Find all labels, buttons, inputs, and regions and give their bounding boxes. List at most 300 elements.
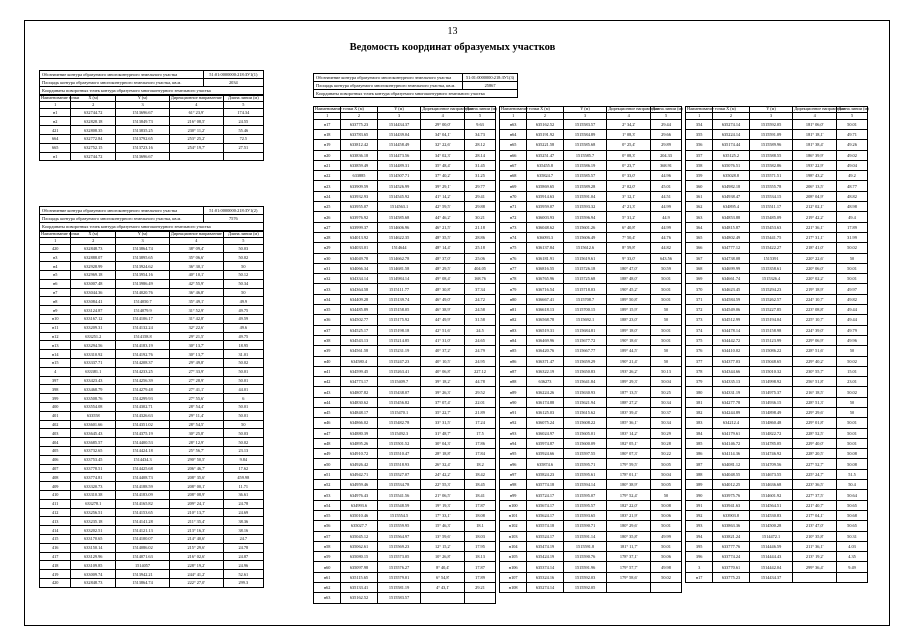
point-x: 636048.62 xyxy=(527,222,563,232)
table-row xyxy=(314,294,496,304)
point-x: 634377.03 xyxy=(713,356,749,366)
point-x: 634512.99 xyxy=(713,315,749,325)
table-row xyxy=(500,129,682,139)
length: 28.12 xyxy=(465,140,496,150)
table-row xyxy=(500,552,682,562)
point-y: 1515534.78 xyxy=(377,480,421,490)
column-number: 5 xyxy=(223,101,263,108)
length: 50.01 xyxy=(651,325,682,335)
point-x: 634335.13 xyxy=(713,377,749,387)
direction: 223° 08,8' xyxy=(793,305,837,315)
point-name: н41 xyxy=(314,366,341,376)
table-row xyxy=(314,140,496,150)
point-name: 370 xyxy=(686,284,713,294)
point-x: 634244.89 xyxy=(713,408,749,418)
direction: 7° 50,4' xyxy=(607,232,651,242)
table-row xyxy=(314,366,496,376)
point-name: 374 xyxy=(686,325,713,335)
table-row xyxy=(40,279,264,288)
direction: 37° 40,2' xyxy=(421,171,465,181)
length: 24.65 xyxy=(465,335,496,345)
column-number: 5 xyxy=(465,112,496,119)
point-x: 634331.19 xyxy=(713,387,749,397)
column-header: Наименование точки xyxy=(687,106,726,112)
point-y: 1514785.05 xyxy=(749,438,793,448)
point-y: 1514192.76 xyxy=(116,350,170,359)
direction: 39° 26,3' xyxy=(421,387,465,397)
table-row xyxy=(686,171,868,181)
column-header: Дирекционное направление xyxy=(608,106,660,112)
length: 168.76 xyxy=(465,274,496,284)
point-name: 406 xyxy=(40,455,71,464)
point-x: 633109.85 xyxy=(71,561,116,570)
table-row xyxy=(40,578,264,587)
point-y: 1514489.31 xyxy=(377,160,421,170)
point-x: 632848.73 xyxy=(71,244,116,253)
point-x: 634146.72 xyxy=(713,438,749,448)
direction: 189° 29,3' xyxy=(607,377,651,387)
table-row xyxy=(40,438,264,447)
point-y: 1515581.19 xyxy=(377,583,421,593)
point-y: 1514400.53 xyxy=(116,438,170,447)
length: 50.31 xyxy=(837,531,868,541)
table-row xyxy=(40,288,264,297)
direction: 34° 02,3' xyxy=(421,150,465,160)
point-x: 635324.16 xyxy=(527,572,563,582)
length: 48.77 xyxy=(837,181,868,191)
point-y: 1513864.74 xyxy=(116,578,170,587)
point-y: 1515247.23 xyxy=(377,356,421,366)
point-y: 1514975.37 xyxy=(749,387,793,397)
length: 36.61 xyxy=(223,491,263,500)
direction: 35° 06,6' xyxy=(169,253,223,262)
table-row xyxy=(686,562,868,572)
table-row xyxy=(686,500,868,510)
point-y: 1515453.63 xyxy=(749,222,793,232)
point-y: 1514165.82 xyxy=(116,499,170,508)
column-number: 3 xyxy=(116,237,170,244)
length: 49.02 xyxy=(837,150,868,160)
point-x: 633645.43 xyxy=(71,429,116,438)
length: 49.6 xyxy=(223,323,263,332)
point-y: 1514472.1 xyxy=(749,531,793,541)
length: 50.05 xyxy=(651,459,682,469)
point-name: 410 xyxy=(40,491,71,500)
coords-label: Координаты поворотных точек контура образуемого многоконтурного земельного участка xyxy=(314,90,518,98)
table-row xyxy=(314,449,496,459)
direction: 36° 30,1' xyxy=(169,262,223,271)
table-row xyxy=(686,397,868,407)
designation-label: Обозначение контура образуемого многоконтурного земельного участка xyxy=(40,71,204,79)
direction: 12° 15,2' xyxy=(421,541,465,551)
point-x: 635624.17 xyxy=(527,510,563,520)
table-row xyxy=(40,491,264,500)
direction: 42° 55,9' xyxy=(169,279,223,288)
coordinate-table xyxy=(39,231,264,588)
point-name: 420 xyxy=(40,244,71,253)
direction: 4° 43,1' xyxy=(421,583,465,593)
direction: 221° 40,7' xyxy=(793,500,837,510)
table-row xyxy=(686,552,868,562)
length: 50.04 xyxy=(651,377,682,387)
area-label: Площадь контура образуемого многоконтурного земельного участка, кв.м. xyxy=(314,82,463,90)
point-y: 1514188.59 xyxy=(116,482,170,491)
direction: 223° 36,5' xyxy=(793,480,837,490)
page-number: 13 xyxy=(447,26,458,37)
length: 44.76 xyxy=(651,232,682,242)
length: 11.71 xyxy=(223,482,263,491)
point-name: 399 xyxy=(40,394,71,403)
direction: 189° 50,8' xyxy=(607,294,651,304)
direction: 3° 12,1' xyxy=(607,191,651,201)
length: 50.01 xyxy=(837,428,868,438)
point-x: 633007.48 xyxy=(71,279,116,288)
point-x: 635221.58 xyxy=(527,140,563,150)
point-x: 633685.57 xyxy=(71,438,116,447)
point-y: 1513696.67 xyxy=(116,152,170,161)
point-name: н32 xyxy=(314,274,341,284)
column-number: 2 xyxy=(71,101,116,108)
point-y: 1515262.57 xyxy=(749,294,793,304)
point-y: 1514530.83 xyxy=(749,510,793,520)
point-y: 1514606.96 xyxy=(377,222,421,232)
length: 17.89 xyxy=(837,222,868,232)
direction: 180° 38,9' xyxy=(607,480,651,490)
point-y: 1514425.68 xyxy=(116,464,170,473)
point-name: н28 xyxy=(314,232,341,242)
point-x: 633770.61 xyxy=(713,562,749,572)
point-name: н25 xyxy=(314,202,341,212)
direction: 183° 21,9' xyxy=(607,510,651,520)
direction: 48° 30,8' xyxy=(421,284,465,294)
point-x: 633009.74 xyxy=(71,570,116,579)
point-y: 1514681.58 xyxy=(377,263,421,273)
point-y: 1515511.17 xyxy=(749,202,793,212)
point-name: н88 xyxy=(500,377,527,387)
point-x: 634561.58 xyxy=(341,346,377,356)
table-row xyxy=(686,232,868,242)
point-x: 633381.1 xyxy=(71,367,116,376)
point-x: 633167.12 xyxy=(71,315,116,324)
length: 18.08 xyxy=(465,510,496,520)
table-row xyxy=(686,449,868,459)
column-number: 3 xyxy=(116,101,170,108)
length: 18.1 xyxy=(465,521,496,531)
point-name: н48 xyxy=(314,438,341,448)
point-x: 634848.17 xyxy=(341,408,377,418)
point-x: 635455.8 xyxy=(527,160,563,170)
column-header: X (м) xyxy=(713,107,749,113)
direction: 229° 01,8' xyxy=(793,418,837,428)
direction: 26° 32,4' xyxy=(421,459,465,469)
contour-3-header xyxy=(313,73,518,98)
point-name: 384 xyxy=(686,428,713,438)
point-name: 396 xyxy=(686,552,713,562)
point-y: 1515158.98 xyxy=(749,325,793,335)
length: 31.25 xyxy=(465,171,496,181)
point-name: 356 xyxy=(686,140,713,150)
length: 34.73 xyxy=(465,129,496,139)
column-number: 2 xyxy=(71,237,116,244)
designation-value: 51:01:0000000:218:ЗУ1(1) xyxy=(203,71,263,79)
point-y: 1515358.61 xyxy=(749,263,793,273)
length: 44.78 xyxy=(465,377,496,387)
length: 24.69 xyxy=(223,508,263,517)
length: 24.7 xyxy=(223,534,263,543)
column-header: Дирекционное направление xyxy=(422,106,474,112)
length: 50.01 xyxy=(837,263,868,273)
length: 48.82 xyxy=(837,191,868,201)
point-name: н5 xyxy=(40,271,71,280)
direction: 46° 49,0' xyxy=(421,294,465,304)
point-x: 635125.2 xyxy=(713,150,749,160)
point-y: 1515422.27 xyxy=(749,243,793,253)
point-x: 635162.52 xyxy=(527,119,563,129)
point-y: 1515559.95 xyxy=(377,521,421,531)
point-name: н84 xyxy=(500,335,527,345)
table-row xyxy=(500,140,682,150)
table-row xyxy=(40,323,264,332)
point-y: 1513954.16 xyxy=(116,271,170,280)
point-name: н17 xyxy=(686,572,713,582)
direction: 40° 10,5' xyxy=(421,356,465,366)
point-y: 1515158.05 xyxy=(377,305,421,315)
point-name: н2 xyxy=(40,117,71,126)
point-name: 362 xyxy=(686,202,713,212)
table-row xyxy=(40,403,264,412)
point-name: н108 xyxy=(500,583,527,593)
point-name: н19 xyxy=(314,140,341,150)
point-x: 633150.14 xyxy=(71,543,116,552)
point-name: н26 xyxy=(314,212,341,222)
point-x: 634910.72 xyxy=(341,449,377,459)
direction: 31° 52,9' xyxy=(169,306,223,315)
length: 24.95 xyxy=(465,356,496,366)
point-x: 636174.88 xyxy=(527,397,563,407)
column-header: Длина линии (м) xyxy=(652,106,683,112)
length: 17.86 xyxy=(465,438,496,448)
point-x: 633278.1 xyxy=(71,499,116,508)
point-y: 1514132.24 xyxy=(116,323,170,332)
point-name: н76 xyxy=(500,253,527,263)
point-name: н73 xyxy=(500,222,527,232)
table-row xyxy=(686,140,868,150)
column-number: 2 xyxy=(713,112,749,119)
direction: 31° 42,8' xyxy=(169,315,223,324)
table-row xyxy=(314,521,496,531)
point-y: 1515615.62 xyxy=(563,408,607,418)
point-y: 1514299.93 xyxy=(116,394,170,403)
point-y: 1515534.15 xyxy=(749,191,793,201)
direction: 218° 41,0' xyxy=(793,243,837,253)
length: 50.01 xyxy=(651,335,682,345)
point-y: 1515593.32 xyxy=(563,202,607,212)
length: 18.13 xyxy=(465,552,496,562)
point-x: 634409.28 xyxy=(341,294,377,304)
contour-header xyxy=(313,73,518,98)
length: 50.29 xyxy=(651,428,682,438)
point-y: 1515326.4 xyxy=(749,274,793,284)
point-y: 1515579.01 xyxy=(377,572,421,582)
direction: 210° 35,8' xyxy=(793,531,837,541)
direction: 28° 12,9' xyxy=(169,438,223,447)
point-y: 1515677.72 xyxy=(563,335,607,345)
point-x: 634033.01 xyxy=(341,243,377,253)
table-row xyxy=(314,274,496,284)
direction: 228° 51,3' xyxy=(793,397,837,407)
point-name: 383 xyxy=(686,418,713,428)
point-x: 634212.4 xyxy=(713,418,749,428)
point-y: 1515198.18 xyxy=(377,325,421,335)
area-value: 25867 xyxy=(463,82,518,90)
length: 50.34 xyxy=(651,397,682,407)
point-y: 1515589.96 xyxy=(749,140,793,150)
table-row xyxy=(500,212,682,222)
point-x: 634866.02 xyxy=(341,418,377,428)
column-number: 1 xyxy=(686,112,713,119)
table-row xyxy=(314,593,496,603)
table-row xyxy=(314,469,496,479)
point-name: 359 xyxy=(686,171,713,181)
point-x: 634942.71 xyxy=(341,469,377,479)
point-x: 634777.12 xyxy=(713,243,749,253)
column-header: Y (м) xyxy=(377,107,421,113)
coordinate-table xyxy=(313,106,496,603)
point-x: 633836.18 xyxy=(341,150,377,160)
coordinate-table xyxy=(39,95,264,161)
direction: 180° 47,0' xyxy=(607,263,651,273)
table-row xyxy=(500,438,682,448)
point-name: н12 xyxy=(40,332,71,341)
direction: 179° 52,4' xyxy=(607,490,651,500)
point-name: н103 xyxy=(500,531,527,541)
direction: 211° 35,4' xyxy=(169,517,223,526)
table-row xyxy=(500,263,682,273)
point-y: 1515595.07 xyxy=(563,490,607,500)
point-y: 1515111.77 xyxy=(377,284,421,294)
table-row xyxy=(40,552,264,561)
point-y: 1515591.96 xyxy=(563,562,607,572)
table-row xyxy=(314,490,496,500)
point-name: н58 xyxy=(314,541,341,551)
point-x: 633202.51 xyxy=(71,526,116,535)
table-row xyxy=(40,253,264,262)
direction: 190° 18,6' xyxy=(607,335,651,345)
length: 50.34 xyxy=(651,418,682,428)
point-x: 636137.84 xyxy=(527,243,563,253)
point-y: 1514564.51 xyxy=(749,500,793,510)
point-y: 1515501.52 xyxy=(377,438,421,448)
direction: 181° 38,4' xyxy=(793,140,837,150)
length: 49.04 xyxy=(837,160,868,170)
point-y: 1515583.57 xyxy=(563,119,607,129)
point-y: 1515596.94 xyxy=(563,212,607,222)
point-y: 1515650.83 xyxy=(563,366,607,376)
point-y: 1515231.19 xyxy=(377,346,421,356)
point-x: 635869.65 xyxy=(527,181,563,191)
point-y: 1514500.28 xyxy=(749,521,793,531)
point-name: н70 xyxy=(500,191,527,201)
point-x: 635724.17 xyxy=(527,490,563,500)
point-x: 633310.92 xyxy=(71,350,116,359)
point-x: 635251.47 xyxy=(527,150,563,160)
direction: 35° 48,4' xyxy=(421,160,465,170)
column-number: 5 xyxy=(837,112,868,119)
point-x: 634012.25 xyxy=(713,480,749,490)
point-name: 413 xyxy=(40,517,71,526)
length: 50.01 xyxy=(223,403,263,412)
column-number: 1 xyxy=(500,112,527,119)
point-x: 634880.39 xyxy=(341,428,377,438)
point-name: н63 xyxy=(500,119,527,129)
table-row xyxy=(500,150,682,160)
direction: 32° 22,6' xyxy=(169,323,223,332)
column-header: Дирекционное направление xyxy=(170,231,222,237)
point-name: н100 xyxy=(500,500,527,510)
point-name: 416 xyxy=(40,543,71,552)
direction: 42° 59,5' xyxy=(421,202,465,212)
point-x: 635824.23 xyxy=(527,469,563,479)
point-y: 1515590.76 xyxy=(563,552,607,562)
point-x: 635874.6 xyxy=(527,459,563,469)
point-x: 634773.17 xyxy=(341,377,377,387)
point-y: 1515576.27 xyxy=(377,562,421,572)
table-row xyxy=(500,521,682,531)
table-row xyxy=(500,408,682,418)
point-y: 1515597.55 xyxy=(563,449,607,459)
length: 27.51 xyxy=(223,143,263,152)
length: 44.9 xyxy=(651,212,682,222)
length: 50.02 xyxy=(223,438,263,447)
point-x: 634661.74 xyxy=(713,274,749,284)
column-header: X (м) xyxy=(341,107,377,113)
direction: 30° 13,7' xyxy=(169,350,223,359)
point-y: 1513924.62 xyxy=(116,262,170,271)
direction: 188° 48,0' xyxy=(607,274,651,284)
point-name: н45 xyxy=(314,408,341,418)
point-y: 1514434.37 xyxy=(377,119,421,129)
point-y: 1515606.49 xyxy=(563,232,607,242)
point-name: 405 xyxy=(40,447,71,456)
direction: 253° 25,2' xyxy=(169,135,223,144)
length: 50.01 xyxy=(651,541,682,551)
point-x: 634959.46 xyxy=(341,480,377,490)
point-x: 636024.97 xyxy=(527,428,563,438)
point-y: 1515601.26 xyxy=(563,222,607,232)
point-x: 632744.72 xyxy=(71,152,116,161)
point-x: 635914.63 xyxy=(527,191,563,201)
length: 45.01 xyxy=(651,181,682,191)
point-y: 1515048.65 xyxy=(749,356,793,366)
point-name: н69 xyxy=(500,181,527,191)
direction: 188° 27,2' xyxy=(607,397,651,407)
point-x: 634623.45 xyxy=(713,284,749,294)
point-y: 1515605.01 xyxy=(563,428,607,438)
point-name: н10 xyxy=(40,315,71,324)
point-x: 633975.76 xyxy=(713,490,749,500)
table-row xyxy=(500,294,682,304)
length: 29.89 xyxy=(651,140,682,150)
point-x: 633783.65 xyxy=(341,129,377,139)
length: 49.44 xyxy=(837,315,868,325)
point-name: н74 xyxy=(500,232,527,242)
point-x: 633423.43 xyxy=(71,376,116,385)
table-row xyxy=(686,510,868,520)
direction: 228° 52,5' xyxy=(793,428,837,438)
point-y: 1515086.22 xyxy=(749,346,793,356)
table-row xyxy=(500,232,682,242)
direction: 183° 39,4' xyxy=(607,408,651,418)
